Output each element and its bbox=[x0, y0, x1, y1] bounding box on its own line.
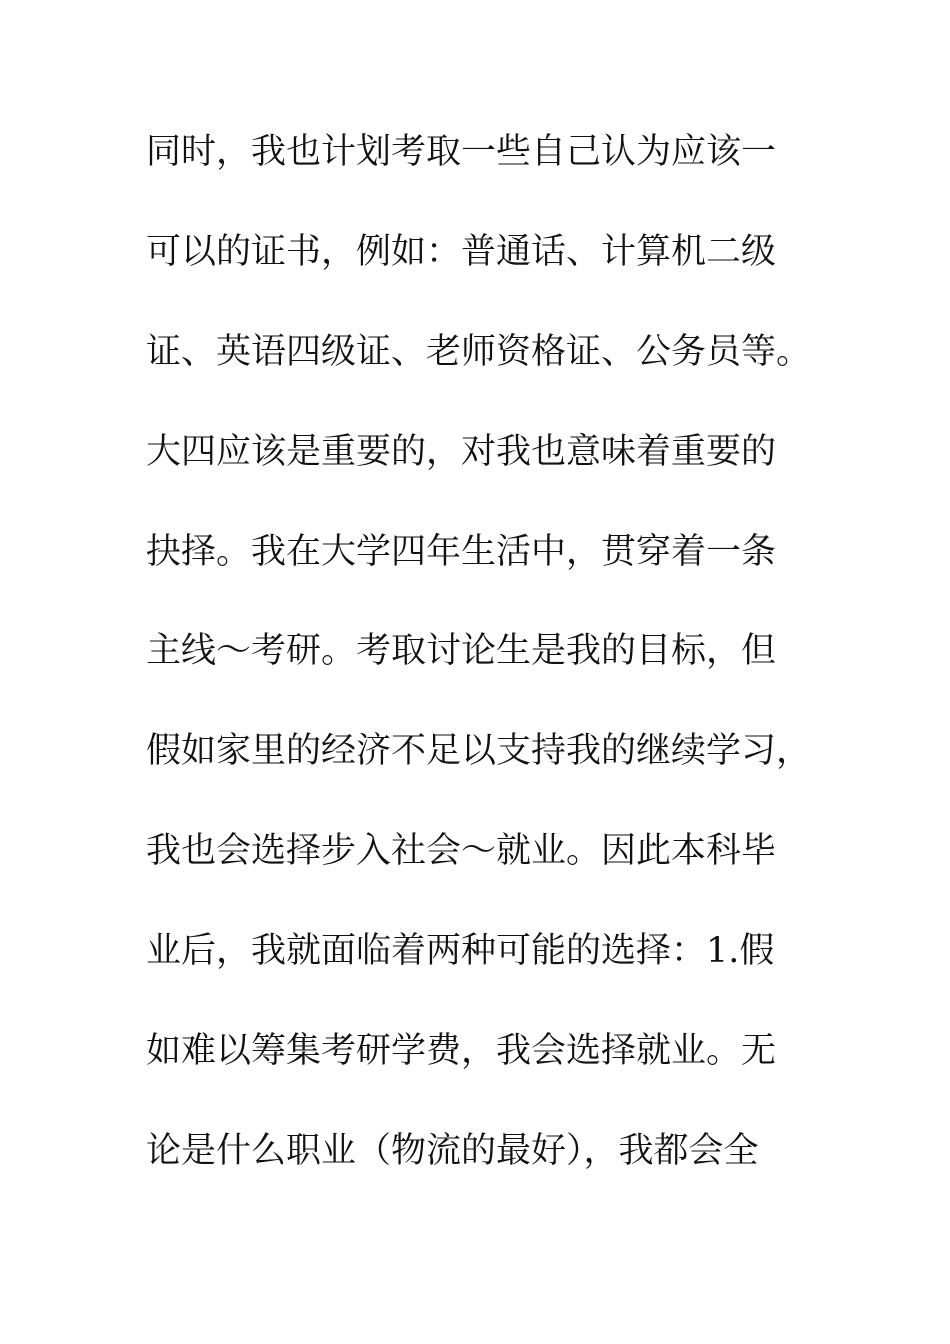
text-line: 假如家里的经济不足以支持我的继续学习， bbox=[146, 731, 812, 772]
text-line: 我也会选择步入社会～就业。因此本科毕 bbox=[146, 831, 777, 872]
text-line: 主线～考研。考取讨论生是我的目标，但 bbox=[146, 631, 777, 672]
text-line: 可以的证书，例如：普通话、计算机二级 bbox=[146, 231, 777, 272]
text-line: 同时，我也计划考取一些自己认为应该一 bbox=[146, 132, 777, 172]
text-line: 论是什么职业（物流的最好），我都会全 bbox=[146, 1130, 759, 1171]
text-line: 大四应该是重要的，对我也意味着重要的 bbox=[146, 431, 777, 472]
body-text bbox=[146, 122, 826, 1221]
text-line: 抉择。我在大学四年生活中，贯穿着一条 bbox=[146, 531, 777, 572]
text-line: 如难以筹集考研学费，我会选择就业。无 bbox=[146, 1031, 777, 1072]
text-line: 业后，我就面临着两种可能的选择：1.假 bbox=[146, 931, 775, 972]
text-line: 证、英语四级证、老师资格证、公务员等。 bbox=[146, 331, 812, 372]
